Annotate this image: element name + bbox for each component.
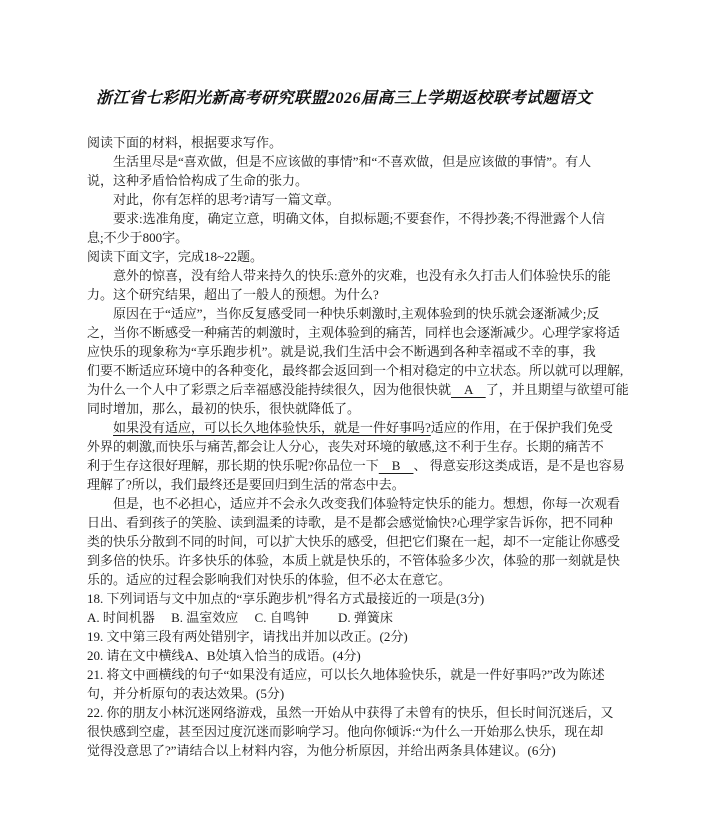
text-segment: 很快感到空虚，甚至因过度沉迷而影响学习。他向你倾诉:“为什么一开始那么快乐，现在却 xyxy=(87,724,604,739)
text-segment: 但是，也不必担心，适应并不会永久改变我们体验特定快乐的能力。想想，你每一次观看 xyxy=(87,496,621,511)
text-segment: 利于生存这很好理解，那长期的快乐呢?你品位一下 xyxy=(87,458,379,473)
text-line xyxy=(87,532,667,551)
text-segment: 理解了?所以，我们最终还是要回归到生活的常态中去。 xyxy=(87,477,405,492)
text-line xyxy=(87,209,667,228)
text-segment: 要求:选准角度，确定立意，明确文体，自拟标题;不要套作，不得抄袭;不得泄露个人信 xyxy=(87,211,605,226)
text-line xyxy=(87,665,667,684)
text-line xyxy=(87,513,667,532)
text-segment: 类的快乐分散到不同的时间，可以扩大快乐的感受，但把它们聚在一起，却不一定能让你感受 xyxy=(87,534,621,549)
text-segment: 同时增加，那么，最初的快乐，很快就降低了。 xyxy=(87,401,361,416)
text-line xyxy=(87,399,667,418)
text-line xyxy=(87,152,667,171)
text-line xyxy=(87,627,667,646)
text-segment: 适应的作用，在于保护我们免受 xyxy=(430,420,613,435)
text-line xyxy=(87,722,667,741)
text-line xyxy=(87,361,667,380)
text-line xyxy=(87,437,667,456)
text-line xyxy=(87,342,667,361)
text-line xyxy=(87,608,667,627)
text-segment: 20. 请在文中横线A、B处填入恰当的成语。(4分) xyxy=(87,648,361,663)
text-line xyxy=(87,228,667,247)
text-segment: A. 时间机器 B. 温室效应 C. 自鸣钟 D. 弹簧床 xyxy=(87,610,393,625)
text-line xyxy=(87,551,667,570)
text-segment xyxy=(87,420,113,435)
text-line xyxy=(87,380,667,399)
text-line xyxy=(87,703,667,722)
text-line xyxy=(87,741,667,760)
text-segment: 意外的惊喜，没有给人带来持久的快乐:意外的灾难，也没有永久打击人们体验快乐的能 xyxy=(87,268,611,283)
text-line xyxy=(87,475,667,494)
text-segment: 日出、看到孩子的笑脸、读到温柔的诗歌，是不是都会感觉愉快?心理学家告诉你，把不同种 xyxy=(87,515,613,530)
text-segment: 生活里尽是“喜欢做，但是不应该做的事情”和“不喜欢做，但是应该做的事情”。有人 xyxy=(87,154,592,169)
text-line xyxy=(87,570,667,589)
text-line xyxy=(87,646,667,665)
text-segment: 为什么一个人中了彩票之后幸福感没能持续很久，因为他很快就 xyxy=(87,382,452,397)
text-segment: 息;不少于800字。 xyxy=(87,230,189,245)
text-segment: 应快乐的现象称为“享乐跑步机”。就是说,我们生活中会不断遇到各种幸福或不幸的事，我 xyxy=(87,344,596,359)
document-title: 浙江省七彩阳光新高考研究联盟2026届高三上学期返校联考试题语文 xyxy=(96,90,593,107)
text-segment: 们要不断适应环境中的各种变化，最终都会返回到一个相对稳定的中立状态。所以就可以理解, xyxy=(87,363,624,378)
text-segment: 乐的。适应的过程会影响我们对快乐的体验，但不必太在意它。 xyxy=(87,572,452,587)
text-segment: 觉得没意思了?”请结合以上材料内容，为他分析原因，并给出两条具体建议。(6分) xyxy=(87,743,556,758)
text-segment: 外界的刺激,而快乐与痛苦,都会让人分心，丧失对环境的敏感,这不利于生存。长期的痛苦不 xyxy=(87,439,604,454)
text-segment: 21. 将文中画横线的句子“如果没有适应，可以长久地体验快乐，就是一件好事吗?”改为陈述 xyxy=(87,667,605,682)
text-line xyxy=(87,456,667,475)
text-line xyxy=(87,323,667,342)
text-line xyxy=(87,285,667,304)
text-segment: 原因在于“适应”，当你反复感受同一种快乐刺激时,主观体验到的快乐就会逐渐减少;反 xyxy=(87,306,600,321)
text-line xyxy=(87,247,667,266)
underlined-text: B xyxy=(378,458,414,473)
text-segment: 到多倍的快乐。许多快乐的体验，本质上就是快乐的，不管体验多少次，体验的那一刻就是快 xyxy=(87,553,621,568)
text-segment: 说，这种矛盾恰恰构成了生命的张力。 xyxy=(87,173,309,188)
text-segment: 句，并分析原句的表达效果。(5分) xyxy=(87,686,285,701)
text-segment: 18. 下列词语与文中加点的“享乐跑步机”得名方式最接近的一项是(3分) xyxy=(87,591,485,606)
text-line xyxy=(87,190,667,209)
text-segment: 了，并且期望与欲望可能 xyxy=(485,382,629,397)
text-line xyxy=(87,494,667,513)
text-line xyxy=(87,171,667,190)
text-segment: 对此，你有怎样的思考?请写一篇文章。 xyxy=(87,192,340,207)
underlined-text: 如果没有适应，可以长久地体验快乐，就是一件好事吗? xyxy=(113,420,431,435)
document-body xyxy=(87,133,667,760)
text-segment: 阅读下面文字，完成18~22题。 xyxy=(87,249,264,264)
text-line xyxy=(87,684,667,703)
text-line xyxy=(87,589,667,608)
text-line xyxy=(87,304,667,323)
text-segment: 、 得意妄形这类成语，是不是也容易 xyxy=(413,458,625,473)
text-line xyxy=(87,266,667,285)
underlined-text: A xyxy=(451,382,486,397)
text-line xyxy=(87,418,667,437)
text-segment: 19. 文中第三段有两处错别字，请找出并加以改正。(2分) xyxy=(87,629,408,644)
text-line xyxy=(87,133,667,152)
text-segment: 阅读下面的材料，根据要求写作。 xyxy=(87,135,283,150)
text-segment: 力。这个研究结果，超出了一般人的预想。为什么? xyxy=(87,287,379,302)
text-segment: 之，当你不断感受一种痛苦的刺激时，主观体验到的痛苦，同样也会逐渐减少。心理学家将适 xyxy=(87,325,621,340)
text-segment: 22. 你的朋友小林沉迷网络游戏，虽然一开始从中获得了未曾有的快乐，但长时间沉迷后，又 xyxy=(87,705,614,720)
